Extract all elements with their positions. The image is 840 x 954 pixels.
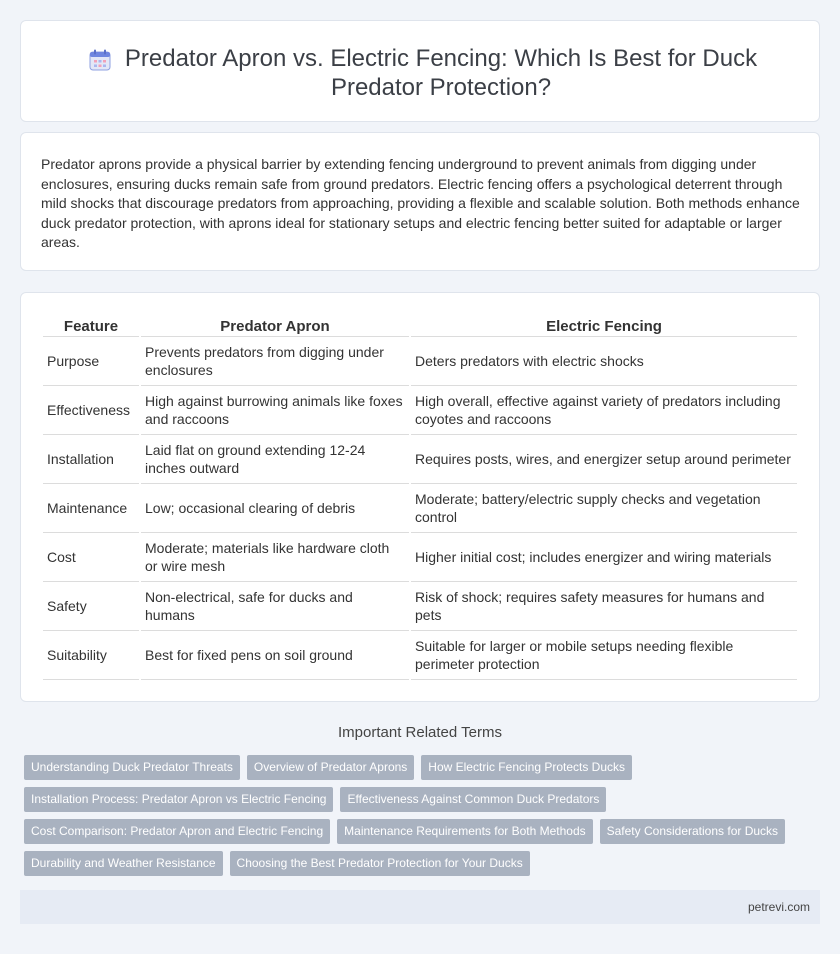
related-term-tag[interactable]: Overview of Predator Aprons — [247, 755, 414, 780]
feature-cell: Suitability — [43, 631, 139, 680]
electric-fencing-cell: Risk of shock; requires safety measures for humans and pets — [411, 582, 797, 631]
column-header-feature: Feature — [43, 315, 139, 337]
related-term-tag[interactable]: How Electric Fencing Protects Ducks — [421, 755, 632, 780]
related-term-tag[interactable]: Maintenance Requirements for Both Methods — [337, 819, 592, 844]
predator-apron-cell: Moderate; materials like hardware cloth or wire mesh — [141, 533, 409, 582]
related-term-tag[interactable]: Understanding Duck Predator Threats — [24, 755, 240, 780]
feature-cell: Installation — [43, 435, 139, 484]
table-row — [43, 386, 797, 435]
predator-apron-cell: Prevents predators from digging under enclosures — [141, 337, 409, 386]
feature-cell: Cost — [43, 533, 139, 582]
column-header-electric-fencing: Electric Fencing — [411, 315, 797, 337]
footer-site-link[interactable]: petrevi.com — [747, 900, 810, 914]
header-card — [20, 20, 820, 122]
predator-apron-cell: Laid flat on ground extending 12-24 inches outward — [141, 435, 409, 484]
predator-apron-cell: High against burrowing animals like foxes and raccoons — [141, 386, 409, 435]
table-row — [43, 435, 797, 484]
table-row — [43, 337, 797, 386]
related-term-tag[interactable]: Durability and Weather Resistance — [24, 851, 223, 876]
table-row — [43, 484, 797, 533]
table-header-row — [43, 315, 797, 337]
related-term-tag[interactable]: Choosing the Best Predator Protection for Your Ducks — [230, 851, 530, 876]
electric-fencing-cell: Moderate; battery/electric supply checks and vegetation control — [411, 484, 797, 533]
column-header-predator-apron: Predator Apron — [141, 315, 409, 337]
comparison-table-card — [20, 292, 820, 702]
predator-apron-cell: Best for fixed pens on soil ground — [141, 631, 409, 680]
comparison-table — [41, 315, 799, 680]
related-term-tag[interactable]: Effectiveness Against Common Duck Predators — [340, 787, 606, 812]
intro-card — [20, 132, 820, 271]
related-term-tag[interactable]: Cost Comparison: Predator Apron and Electric Fencing — [24, 819, 330, 844]
electric-fencing-cell: High overall, effective against variety of predators including coyotes and raccoons — [411, 386, 797, 435]
related-term-tag[interactable]: Installation Process: Predator Apron vs Electric Fencing — [24, 787, 333, 812]
electric-fencing-cell: Higher initial cost; includes energizer and wiring materials — [411, 533, 797, 582]
related-terms-list — [24, 755, 824, 883]
footer — [20, 890, 820, 924]
page-title: Predator Apron vs. Electric Fencing: Which Is Best for Duck Predator Protection? — [124, 45, 758, 101]
predator-apron-cell: Non-electrical, safe for ducks and humans — [141, 582, 409, 631]
feature-cell: Effectiveness — [43, 386, 139, 435]
feature-cell: Maintenance — [43, 484, 139, 533]
predator-apron-cell: Low; occasional clearing of debris — [141, 484, 409, 533]
intro-paragraph: Predator aprons provide a physical barrier by extending fencing underground to prevent animals from digging under enclosures, ensuring ducks remain safe from ground predators. Electric fencing offers a psychological deterrent through mild shocks that discourage predators from approaching, providing a flexible and scalable solution. Both methods enhance duck predator protection, with aprons ideal for stationary setups and electric fencing better suited for adaptable or larger areas. — [41, 156, 800, 250]
electric-fencing-cell: Requires posts, wires, and energizer setup around perimeter — [411, 435, 797, 484]
electric-fencing-cell: Deters predators with electric shocks — [411, 337, 797, 386]
table-row — [43, 582, 797, 631]
table-row — [43, 631, 797, 680]
feature-cell: Safety — [43, 582, 139, 631]
electric-fencing-cell: Suitable for larger or mobile setups needing flexible perimeter protection — [411, 631, 797, 680]
related-term-tag[interactable]: Safety Considerations for Ducks — [600, 819, 785, 844]
related-terms-heading: Important Related Terms — [338, 724, 502, 741]
feature-cell: Purpose — [43, 337, 139, 386]
table-row — [43, 533, 797, 582]
